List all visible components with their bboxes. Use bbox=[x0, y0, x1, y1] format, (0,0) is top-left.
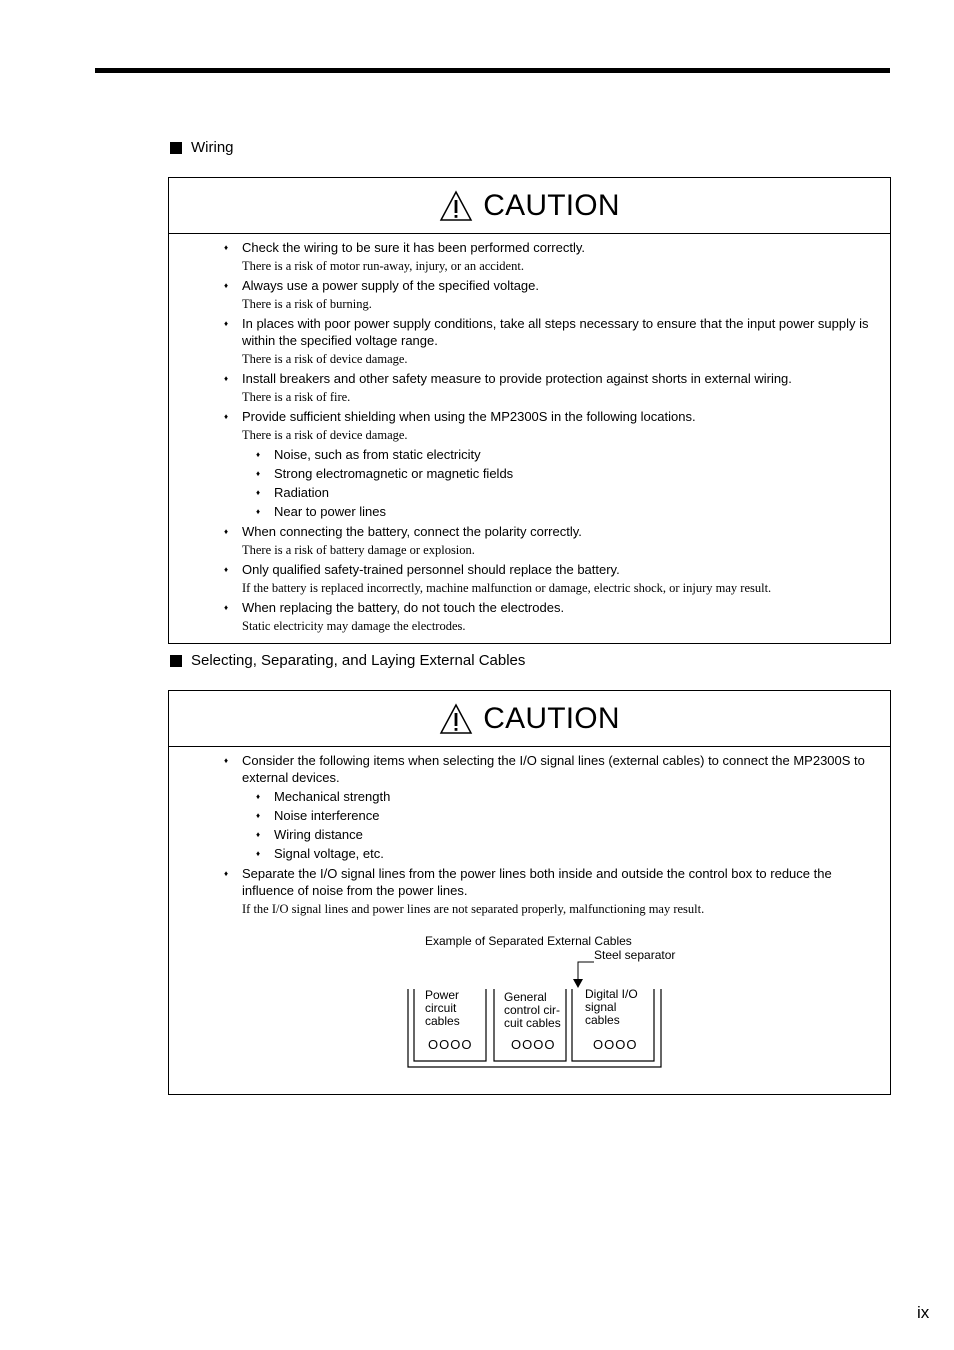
item-text: ♦ Only qualified safety-trained personnel should replace the battery. bbox=[242, 562, 620, 577]
caution-body bbox=[169, 747, 890, 1094]
caution-item bbox=[169, 865, 880, 918]
sub-list bbox=[242, 445, 880, 521]
sub-list bbox=[242, 787, 880, 863]
section-heading-text: Selecting, Separating, and Laying External Cables bbox=[191, 652, 526, 669]
item-risk-note: There is a risk of fire. bbox=[242, 390, 351, 404]
general-control-label: General control cir- cuit cables bbox=[504, 990, 561, 1030]
warning-triangle-icon bbox=[439, 703, 473, 735]
square-bullet-icon bbox=[170, 655, 182, 667]
warning-triangle-icon bbox=[439, 190, 473, 222]
separated-cables-diagram bbox=[169, 926, 880, 1086]
caution-item bbox=[169, 408, 880, 521]
caution-title: CAUTION bbox=[483, 701, 620, 735]
item-text: ♦ When replacing the battery, do not touch the electrodes. bbox=[242, 600, 565, 615]
sub-item: ♦ Wiring distance bbox=[242, 825, 880, 844]
sub-item: ♦ Noise, such as from static electricity bbox=[242, 445, 880, 464]
item-text: ♦ Install breakers and other safety measure to provide protection against shorts in external wiring. bbox=[242, 371, 792, 386]
caution-box-wiring bbox=[168, 177, 891, 644]
caution-box-external-cables bbox=[168, 690, 891, 1095]
page-number: ix bbox=[917, 1303, 930, 1322]
item-risk-note: There is a risk of battery damage or explosion. bbox=[242, 543, 475, 557]
cable-marks-power: OOOO bbox=[428, 1037, 473, 1052]
steel-separator-label: Steel separator bbox=[594, 948, 676, 962]
item-risk-note: If the I/O signal lines and power lines are not separated properly, malfunctioning may result. bbox=[242, 902, 705, 916]
caution-item bbox=[169, 239, 880, 275]
caution-item bbox=[169, 315, 880, 368]
caution-item bbox=[169, 370, 880, 406]
caution-item bbox=[169, 277, 880, 313]
diagram-title: Example of Separated External Cables bbox=[425, 934, 632, 948]
sub-item: ♦ Noise interference bbox=[242, 806, 880, 825]
item-risk-note: There is a risk of device damage. bbox=[242, 352, 408, 366]
item-risk-note: There is a risk of burning. bbox=[242, 297, 372, 311]
caution-item bbox=[169, 752, 880, 863]
sub-item: ♦ Near to power lines bbox=[242, 502, 880, 521]
item-risk-note: Static electricity may damage the electrodes. bbox=[242, 619, 466, 633]
section-heading-wiring bbox=[170, 139, 234, 156]
section-heading-text: Wiring bbox=[191, 139, 234, 156]
item-text: ♦ Separate the I/O signal lines from the power lines both inside and outside the control box to reduce the influence of noise from the power lines. bbox=[242, 866, 832, 898]
item-risk-note: There is a risk of device damage. bbox=[242, 428, 408, 442]
cable-marks-general: OOOO bbox=[511, 1037, 556, 1052]
item-text: ♦ Consider the following items when selecting the I/O signal lines (external cables) to connect the MP2300S to external devices. bbox=[242, 753, 865, 785]
sub-item: ♦ Strong electromagnetic or magnetic fields bbox=[242, 464, 880, 483]
cable-marks-digital: OOOO bbox=[593, 1037, 638, 1052]
item-text: ♦ Always use a power supply of the specified voltage. bbox=[242, 278, 540, 293]
caution-header bbox=[169, 178, 890, 234]
item-text: ♦ When connecting the battery, connect the polarity correctly. bbox=[242, 524, 582, 539]
sub-item: ♦ Signal voltage, etc. bbox=[242, 844, 880, 863]
power-circuit-label: Power circuit cables bbox=[425, 988, 460, 1028]
caution-title: CAUTION bbox=[483, 188, 620, 222]
top-rule bbox=[95, 68, 890, 73]
caution-item bbox=[169, 599, 880, 635]
sub-item: ♦ Radiation bbox=[242, 483, 880, 502]
item-text: ♦ In places with poor power supply conditions, take all steps necessary to ensure that the input power supply is within the specified voltage range. bbox=[242, 316, 869, 348]
caution-header bbox=[169, 691, 890, 747]
caution-item bbox=[169, 561, 880, 597]
square-bullet-icon bbox=[170, 142, 182, 154]
item-risk-note: There is a risk of motor run-away, injury, or an accident. bbox=[242, 259, 524, 273]
item-text: ♦ Check the wiring to be sure it has been performed correctly. bbox=[242, 240, 585, 255]
digital-io-label: Digital I/O signal cables bbox=[585, 987, 638, 1027]
item-risk-note: If the battery is replaced incorrectly, machine malfunction or damage, electric shock, or injury may result. bbox=[242, 581, 772, 595]
section-heading-external-cables bbox=[170, 652, 525, 669]
caution-item bbox=[169, 523, 880, 559]
caution-body bbox=[169, 234, 890, 643]
item-text: ♦ Provide sufficient shielding when using the MP2300S in the following locations. bbox=[242, 409, 696, 424]
sub-item: ♦ Mechanical strength bbox=[242, 787, 880, 806]
